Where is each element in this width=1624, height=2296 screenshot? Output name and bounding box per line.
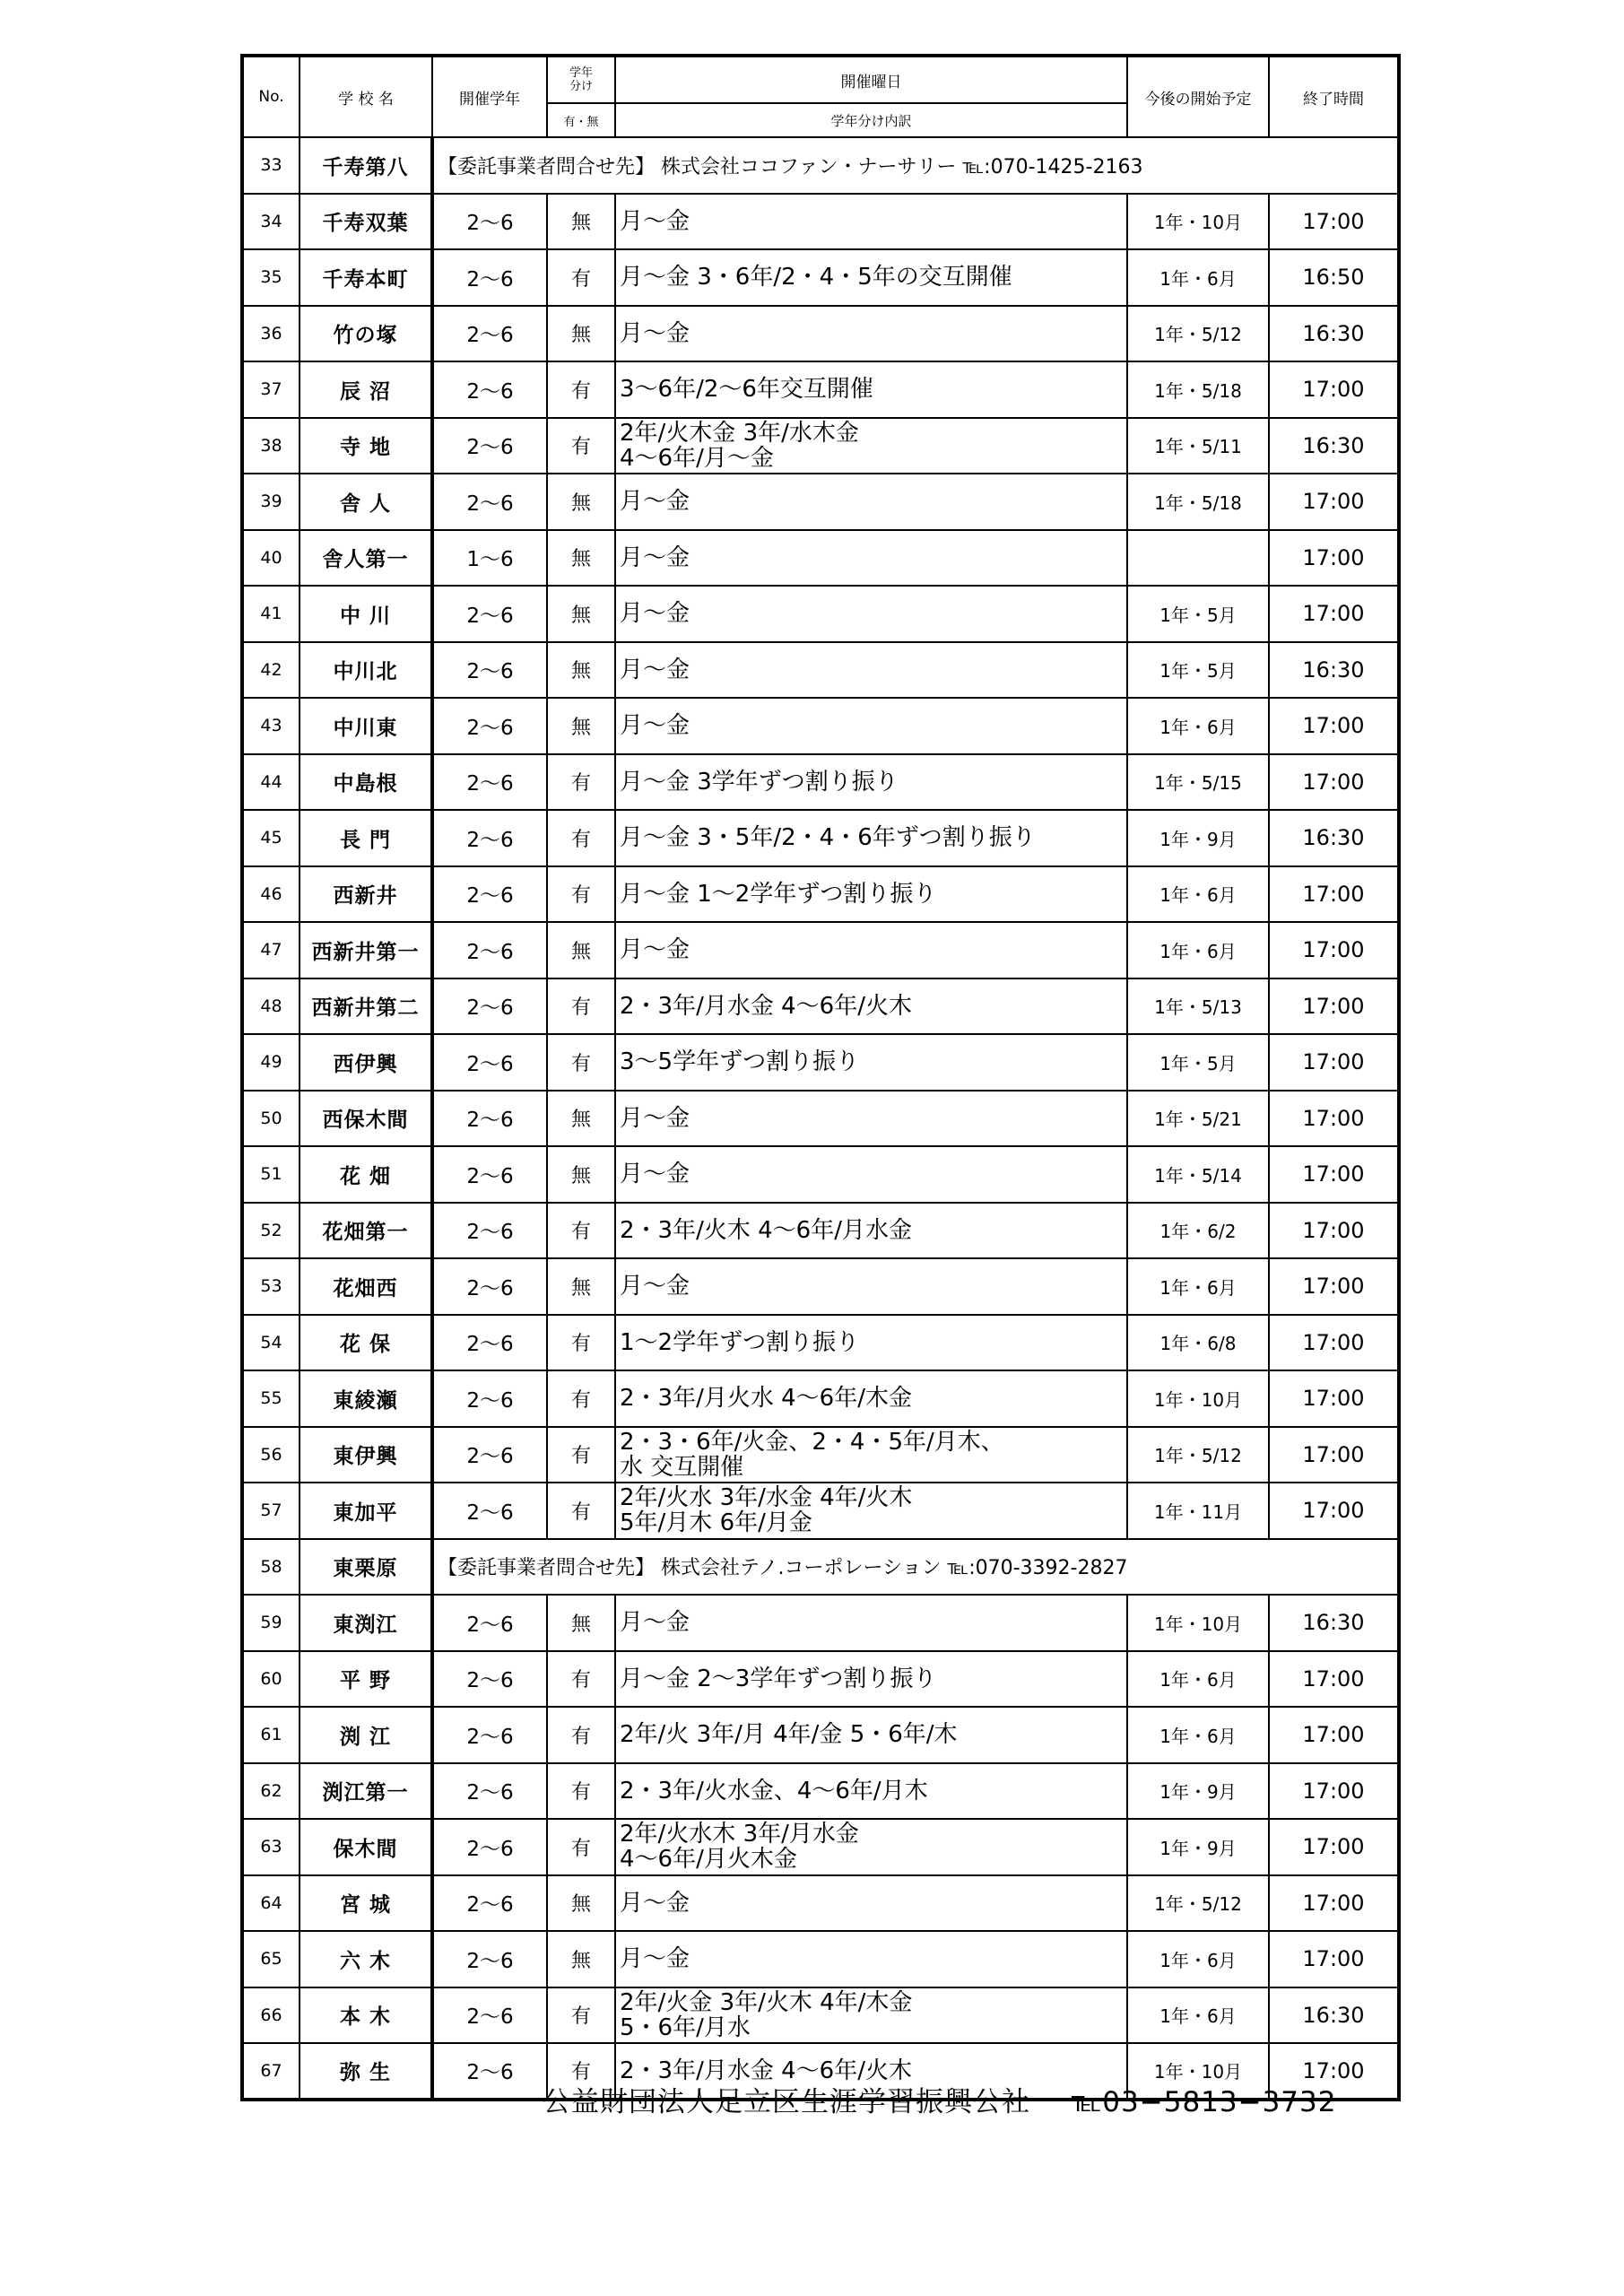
grade-split: 有 [547,1707,615,1763]
start-plan: 1年・9月 [1127,1819,1269,1875]
grade-split: 有 [547,1427,615,1483]
grade-split: 有 [547,2043,615,2100]
end-time: 16:30 [1269,642,1399,699]
table-row [242,1203,1399,1259]
school-name: 東伊興 [300,1427,432,1483]
start-plan: 1年・5/13 [1127,978,1269,1035]
row-number: 60 [242,1651,300,1708]
start-plan: 1年・5月 [1127,586,1269,642]
schedule-days: 月〜金 3・5年/2・4・6年ずつ割り振り [615,810,1127,866]
row-number: 50 [242,1091,300,1147]
school-name: 渕江第一 [300,1763,432,1820]
school-name: 六 木 [300,1931,432,1987]
end-time: 17:00 [1269,194,1399,250]
row-number: 49 [242,1034,300,1091]
row-number: 57 [242,1483,300,1539]
schedule-days: 2年/火 3年/月 4年/金 5・6年/木 [615,1707,1127,1763]
grade-range: 2〜6 [432,1258,547,1315]
schedule-days: 月〜金 [615,194,1127,250]
table-row [242,1819,1399,1875]
end-time: 17:00 [1269,474,1399,530]
grade-split: 有 [547,1651,615,1708]
end-time: 16:30 [1269,418,1399,474]
grade-range: 2〜6 [432,1427,547,1483]
school-name: 竹の塚 [300,306,432,362]
row-number: 51 [242,1146,300,1203]
row-number: 46 [242,866,300,923]
table-row [242,1539,1399,1596]
table-row [242,1931,1399,1987]
grade-range: 2〜6 [432,754,547,811]
end-time: 16:30 [1269,810,1399,866]
end-time: 16:50 [1269,249,1399,306]
row-number: 58 [242,1539,300,1596]
header-days-sub: 学年分け内訳 [615,103,1127,137]
row-number: 67 [242,2043,300,2100]
schedule-days: 2年/火水木 3年/月水金 4〜6年/月火木金 [615,1819,1127,1875]
header-split-sub: 有・無 [547,103,615,137]
footer [543,2079,1403,2119]
header-start: 今後の開始予定 [1127,56,1269,137]
grade-split: 有 [547,249,615,306]
schedule-days: 月〜金 [615,1258,1127,1315]
table-row [242,1370,1399,1427]
end-time: 17:00 [1269,1707,1399,1763]
grade-split: 無 [547,1595,615,1651]
table-row [242,978,1399,1035]
table-row [242,474,1399,530]
grade-range: 2〜6 [432,1370,547,1427]
header-no: No. [242,56,300,137]
header-split [547,56,615,103]
header-grade: 開催学年 [432,56,547,137]
grade-split: 無 [547,1875,615,1932]
row-number: 45 [242,810,300,866]
table-row [242,194,1399,250]
grade-range: 2〜6 [432,810,547,866]
start-plan: 1年・6月 [1127,1987,1269,2044]
grade-range: 2〜6 [432,1819,547,1875]
grade-range: 2〜6 [432,418,547,474]
table-row [242,1651,1399,1708]
schedule-days: 2年/火金 3年/火木 4年/木金 5・6年/月水 [615,1987,1127,2044]
start-plan: 1年・6月 [1127,1651,1269,1708]
grade-range: 2〜6 [432,1034,547,1091]
schedule-days: 2・3年/火木 4〜6年/月水金 [615,1203,1127,1259]
grade-range: 2〜6 [432,1203,547,1259]
end-time: 17:00 [1269,1483,1399,1539]
school-name: 平 野 [300,1651,432,1708]
end-time: 17:00 [1269,698,1399,754]
school-name: 中川東 [300,698,432,754]
grade-split: 有 [547,810,615,866]
school-name: 西新井第一 [300,922,432,978]
grade-split: 有 [547,1034,615,1091]
footer-organization: 公益財団法人足立区生涯学習振興公社 [543,2086,1030,2118]
grade-range: 2〜6 [432,642,547,699]
schedule-days: 月〜金 [615,306,1127,362]
end-time: 17:00 [1269,1091,1399,1147]
table-header [242,56,1399,137]
row-number: 48 [242,978,300,1035]
schedule-days: 2・3・6年/火金、2・4・5年/月木、 水 交互開催 [615,1427,1127,1483]
table-row [242,1427,1399,1483]
grade-range: 2〜6 [432,361,547,418]
start-plan: 1年・5月 [1127,642,1269,699]
school-name: 千寿双葉 [300,194,432,250]
table-row [242,698,1399,754]
grade-split: 有 [547,1370,615,1427]
grade-split: 有 [547,1203,615,1259]
end-time: 17:00 [1269,922,1399,978]
grade-range: 2〜6 [432,1707,547,1763]
grade-split: 無 [547,530,615,587]
row-number: 40 [242,530,300,587]
start-plan: 1年・6月 [1127,698,1269,754]
grade-split: 有 [547,1315,615,1371]
grade-split: 無 [547,1258,615,1315]
school-name: 辰 沼 [300,361,432,418]
end-time: 17:00 [1269,361,1399,418]
grade-range: 2〜6 [432,1091,547,1147]
school-name: 舎 人 [300,474,432,530]
grade-range: 2〜6 [432,1483,547,1539]
grade-range: 2〜6 [432,866,547,923]
end-time: 17:00 [1269,1819,1399,1875]
grade-split: 無 [547,306,615,362]
table-row [242,1763,1399,1820]
table-row [242,361,1399,418]
school-name: 弥 生 [300,2043,432,2100]
start-plan: 1年・9月 [1127,810,1269,866]
start-plan: 1年・6月 [1127,1931,1269,1987]
row-number: 38 [242,418,300,474]
row-number: 42 [242,642,300,699]
schedule-days: 2年/火木金 3年/水木金 4〜6年/月〜金 [615,418,1127,474]
contractor-contact: 【委託事業者問合せ先】 株式会社ココファン・ナーサリー ℡:070-1425-2163 [432,137,1399,194]
grade-split: 有 [547,1483,615,1539]
row-number: 56 [242,1427,300,1483]
start-plan: 1年・6月 [1127,1707,1269,1763]
schedule-days: 月〜金 [615,1875,1127,1932]
end-time: 17:00 [1269,1258,1399,1315]
row-number: 47 [242,922,300,978]
schedule-table [240,54,1401,2101]
schedule-days: 3〜5学年ずつ割り振り [615,1034,1127,1091]
row-number: 65 [242,1931,300,1987]
schedule-days: 3〜6年/2〜6年交互開催 [615,361,1127,418]
start-plan: 1年・5/21 [1127,1091,1269,1147]
school-name: 千寿本町 [300,249,432,306]
schedule-days: 月〜金 [615,474,1127,530]
table-row [242,418,1399,474]
grade-split: 無 [547,194,615,250]
start-plan: 1年・10月 [1127,1595,1269,1651]
grade-split: 無 [547,698,615,754]
schedule-days: 月〜金 1〜2学年ずつ割り振り [615,866,1127,923]
grade-split: 無 [547,1091,615,1147]
table-row [242,137,1399,194]
end-time: 17:00 [1269,1370,1399,1427]
grade-range: 2〜6 [432,1763,547,1820]
contractor-contact: 【委託事業者問合せ先】 株式会社テノ.コーポレーション ℡:070-3392-2827 [432,1539,1399,1596]
start-plan: 1年・5/11 [1127,418,1269,474]
school-name: 保木間 [300,1819,432,1875]
grade-range: 2〜6 [432,1146,547,1203]
table-row [242,586,1399,642]
table-row [242,530,1399,587]
end-time: 17:00 [1269,1146,1399,1203]
row-number: 36 [242,306,300,362]
start-plan: 1年・10月 [1127,194,1269,250]
start-plan: 1年・5/12 [1127,1875,1269,1932]
start-plan [1127,530,1269,587]
grade-split: 無 [547,1931,615,1987]
start-plan: 1年・5/14 [1127,1146,1269,1203]
grade-range: 2〜6 [432,194,547,250]
start-plan: 1年・5/12 [1127,1427,1269,1483]
grade-split: 無 [547,922,615,978]
end-time: 17:00 [1269,2043,1399,2100]
grade-split: 有 [547,418,615,474]
school-name: 本 木 [300,1987,432,2044]
grade-range: 2〜6 [432,1987,547,2044]
schedule-days: 月〜金 [615,1595,1127,1651]
table-row [242,1595,1399,1651]
schedule-days: 月〜金 3・6年/2・4・5年の交互開催 [615,249,1127,306]
start-plan: 1年・6月 [1127,1258,1269,1315]
start-plan: 1年・5/18 [1127,361,1269,418]
row-number: 41 [242,586,300,642]
school-name: 西伊興 [300,1034,432,1091]
grade-range: 2〜6 [432,249,547,306]
table-row [242,1483,1399,1539]
grade-split: 無 [547,1146,615,1203]
schedule-days: 2・3年/月火水 4〜6年/木金 [615,1370,1127,1427]
grade-range: 2〜6 [432,698,547,754]
table-row [242,1091,1399,1147]
row-number: 64 [242,1875,300,1932]
school-name: 花 保 [300,1315,432,1371]
end-time: 17:00 [1269,978,1399,1035]
schedule-days: 月〜金 [615,1091,1127,1147]
grade-split: 有 [547,866,615,923]
grade-range: 2〜6 [432,1315,547,1371]
school-name: 宮 城 [300,1875,432,1932]
schedule-days: 月〜金 [615,922,1127,978]
schedule-days: 2・3年/月水金 4〜6年/火木 [615,978,1127,1035]
row-number: 66 [242,1987,300,2044]
row-number: 52 [242,1203,300,1259]
end-time: 17:00 [1269,586,1399,642]
end-time: 16:30 [1269,306,1399,362]
end-time: 17:00 [1269,1931,1399,1987]
schedule-days: 2・3年/月水金 4〜6年/火木 [615,2043,1127,2100]
end-time: 17:00 [1269,1315,1399,1371]
row-number: 35 [242,249,300,306]
grade-range: 2〜6 [432,922,547,978]
grade-split: 有 [547,978,615,1035]
table-row [242,1707,1399,1763]
school-name: 花 畑 [300,1146,432,1203]
schedule-days: 月〜金 [615,642,1127,699]
table-row [242,810,1399,866]
row-number: 55 [242,1370,300,1427]
grade-split: 有 [547,1763,615,1820]
row-number: 33 [242,137,300,194]
grade-split: 有 [547,361,615,418]
start-plan: 1年・11月 [1127,1483,1269,1539]
school-name: 舎人第一 [300,530,432,587]
table-row [242,1875,1399,1932]
table-row [242,1034,1399,1091]
grade-range: 1〜6 [432,530,547,587]
table-row [242,306,1399,362]
header-days: 開催曜日 [615,56,1127,103]
table-row [242,1987,1399,2044]
row-number: 59 [242,1595,300,1651]
school-name: 西新井第二 [300,978,432,1035]
header-split-label: 学年 分け [569,66,593,94]
table-row [242,1146,1399,1203]
end-time: 17:00 [1269,1763,1399,1820]
grade-split: 有 [547,1819,615,1875]
start-plan: 1年・10月 [1127,2043,1269,2100]
school-name: 中島根 [300,754,432,811]
grade-range: 2〜6 [432,2043,547,2100]
schedule-days: 月〜金 2〜3学年ずつ割り振り [615,1651,1127,1708]
start-plan: 1年・10月 [1127,1370,1269,1427]
start-plan: 1年・6月 [1127,922,1269,978]
end-time: 17:00 [1269,530,1399,587]
grade-range: 2〜6 [432,474,547,530]
grade-range: 2〜6 [432,1595,547,1651]
school-name: 寺 地 [300,418,432,474]
row-number: 61 [242,1707,300,1763]
end-time: 17:00 [1269,1651,1399,1708]
schedule-days: 月〜金 [615,530,1127,587]
row-number: 37 [242,361,300,418]
school-name: 渕 江 [300,1707,432,1763]
start-plan: 1年・5月 [1127,1034,1269,1091]
end-time: 17:00 [1269,1427,1399,1483]
row-number: 53 [242,1258,300,1315]
row-number: 63 [242,1819,300,1875]
grade-range: 2〜6 [432,306,547,362]
schedule-days: 月〜金 [615,1146,1127,1203]
end-time: 16:30 [1269,1595,1399,1651]
end-time: 17:00 [1269,754,1399,811]
start-plan: 1年・9月 [1127,1763,1269,1820]
grade-range: 2〜6 [432,1651,547,1708]
end-time: 16:30 [1269,1987,1399,2044]
schedule-days: 2年/火水 3年/水金 4年/火木 5年/月木 6年/月金 [615,1483,1127,1539]
school-name: 長 門 [300,810,432,866]
table-row [242,1258,1399,1315]
row-number: 34 [242,194,300,250]
schedule-days: 月〜金 [615,698,1127,754]
start-plan: 1年・5/12 [1127,306,1269,362]
footer-phone: ℡03−5813−3732 [1072,2086,1337,2118]
grade-range: 2〜6 [432,1931,547,1987]
school-name: 花畑第一 [300,1203,432,1259]
row-number: 62 [242,1763,300,1820]
end-time: 17:00 [1269,1203,1399,1259]
grade-split: 有 [547,1987,615,2044]
schedule-days: 月〜金 3学年ずつ割り振り [615,754,1127,811]
row-number: 54 [242,1315,300,1371]
row-number: 39 [242,474,300,530]
school-name: 中 川 [300,586,432,642]
school-name: 東栗原 [300,1539,432,1596]
start-plan: 1年・5/18 [1127,474,1269,530]
row-number: 44 [242,754,300,811]
table-body [242,137,1399,2100]
start-plan: 1年・6/2 [1127,1203,1269,1259]
schedule-days: 2・3年/火水金、4〜6年/月木 [615,1763,1127,1820]
header-school: 学 校 名 [300,56,432,137]
grade-split: 無 [547,642,615,699]
school-name: 中川北 [300,642,432,699]
school-name: 西新井 [300,866,432,923]
school-name: 東加平 [300,1483,432,1539]
table-row [242,1315,1399,1371]
start-plan: 1年・6/8 [1127,1315,1269,1371]
school-name: 花畑西 [300,1258,432,1315]
start-plan: 1年・5/15 [1127,754,1269,811]
grade-range: 2〜6 [432,978,547,1035]
schedule-days: 月〜金 [615,586,1127,642]
school-name: 西保木間 [300,1091,432,1147]
schedule-days: 1〜2学年ずつ割り振り [615,1315,1127,1371]
grade-split: 無 [547,586,615,642]
grade-range: 2〜6 [432,586,547,642]
table-row [242,249,1399,306]
end-time: 17:00 [1269,1034,1399,1091]
grade-split: 有 [547,754,615,811]
header-end: 終了時間 [1269,56,1399,137]
table-row [242,922,1399,978]
end-time: 17:00 [1269,1875,1399,1932]
table-row [242,642,1399,699]
table-row [242,866,1399,923]
start-plan: 1年・6月 [1127,249,1269,306]
grade-range: 2〜6 [432,1875,547,1932]
start-plan: 1年・6月 [1127,866,1269,923]
schedule-days: 月〜金 [615,1931,1127,1987]
row-number: 43 [242,698,300,754]
table-row [242,754,1399,811]
grade-split: 無 [547,474,615,530]
school-name: 東渕江 [300,1595,432,1651]
end-time: 17:00 [1269,866,1399,923]
school-name: 千寿第八 [300,137,432,194]
school-name: 東綾瀬 [300,1370,432,1427]
